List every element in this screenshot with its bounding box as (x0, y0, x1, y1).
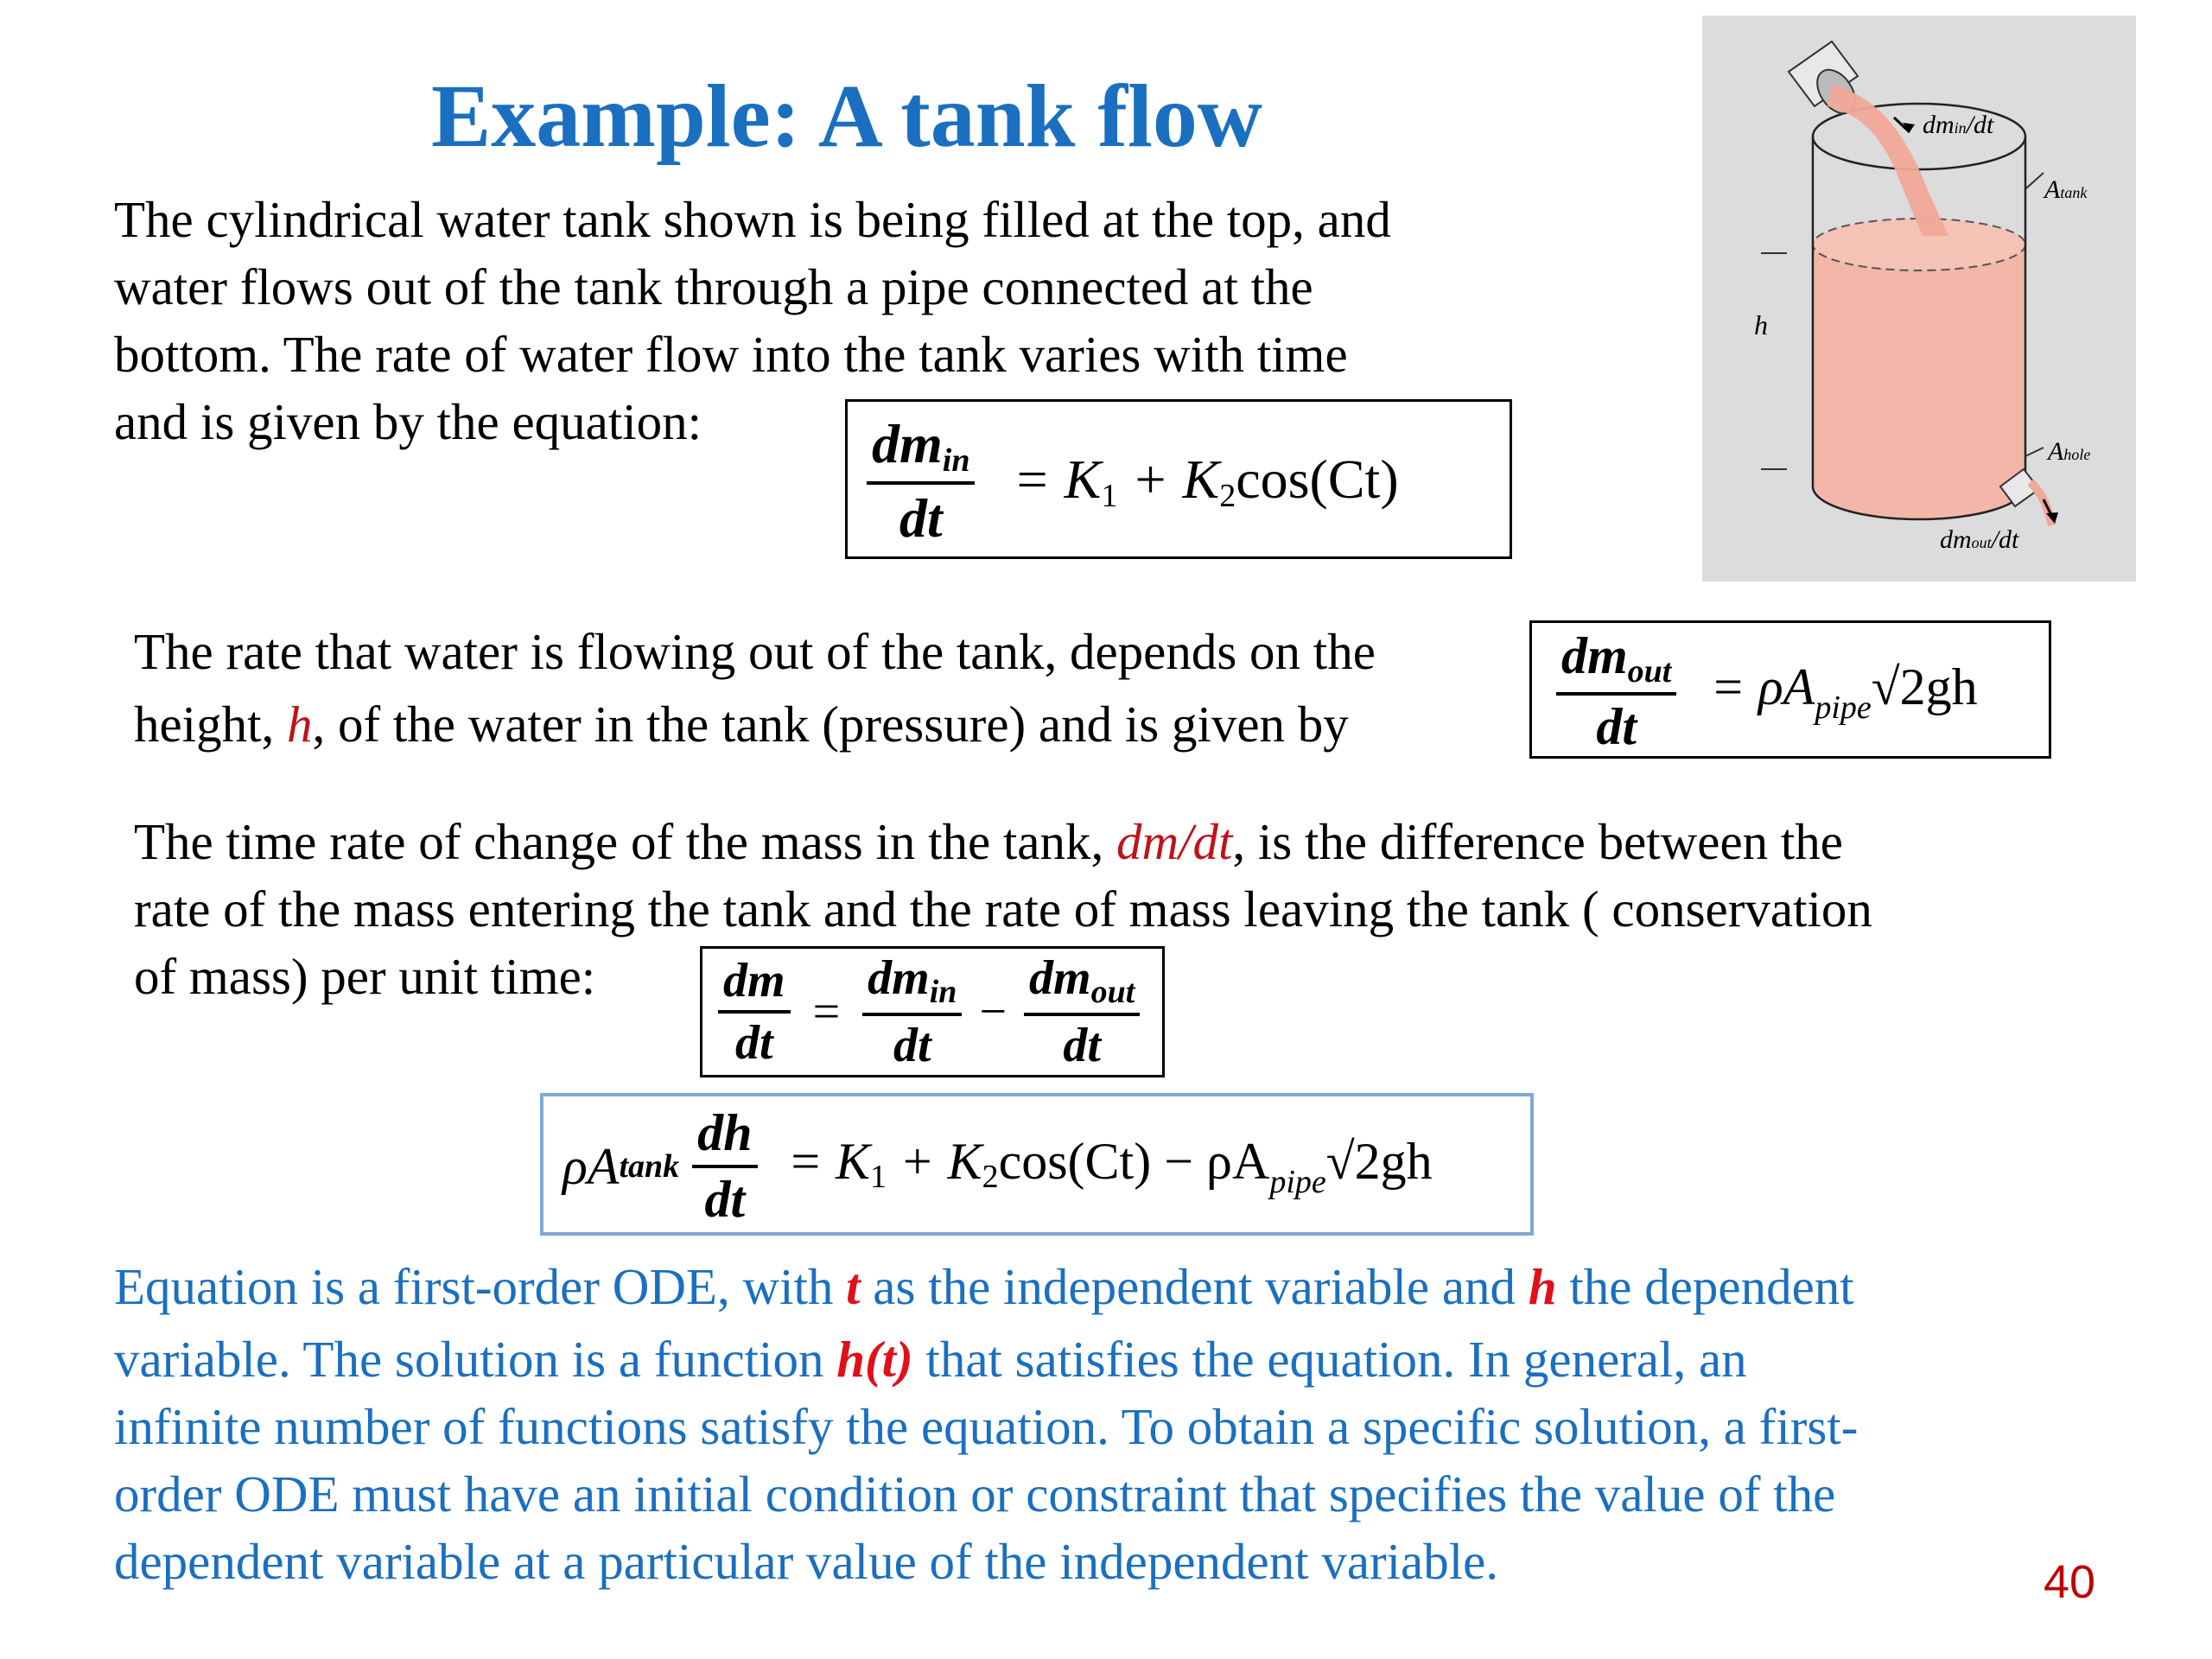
h-variable-bold: h (1528, 1258, 1557, 1315)
explanation-line: order ODE must have an initial condition or constraint that specifies the value of the (114, 1465, 1836, 1522)
inflow-label: dmin/dt (1923, 111, 1994, 139)
explanation-line: Equation is a first-order ODE, with t as the independent variable and h the dependent (114, 1258, 1854, 1315)
balance-equation-box (700, 946, 1165, 1077)
dh-dt-fraction: $\frac{dh}{dt}$ (692, 1103, 757, 1230)
intro-line: and is given by the equation: (114, 393, 702, 450)
height-label: h (1754, 309, 1768, 340)
mass-balance-line: of mass) per unit time: (134, 948, 596, 1005)
dm-in-fraction: $\frac{dm_{in}}{dt}$ (862, 950, 962, 1073)
ode-equation: ρAtank $\frac{dh}{dt}$ = $K_1 + K_2\cos(Ct) - \rho A_{pipe}√2gh$ (563, 1104, 1433, 1228)
outflow-equation (1556, 626, 1978, 757)
tank-area-label: Atank (2044, 175, 2088, 204)
page-number: 40 (2044, 1556, 2096, 1608)
hole-area-label: Ahole (2048, 437, 2091, 466)
tank-illustration (1702, 16, 2136, 582)
h-variable: h (286, 696, 313, 753)
tank-figure (1702, 16, 2136, 582)
balance-equation: $\frac{dm}{dt}$ = $\frac{dm_{in}}{dt}$ − $\frac{dm_{out}}{dt}$ (718, 950, 1140, 1073)
outflow-rhs: = $\rho A_{pipe}√2gh$ (1710, 658, 1978, 726)
inflow-equation (867, 412, 1399, 550)
inflow-fraction: $\frac{dm_{in}}{dt}$ (867, 412, 975, 550)
mass-balance-line: rate of the mass entering the tank and the rate of mass leaving the tank ( conservation (134, 880, 1872, 938)
h-of-t-function: h(t) (836, 1331, 913, 1388)
dm-dt-fraction: $\frac{dm}{dt}$ (718, 953, 791, 1071)
mass-balance-line: The time rate of change of the mass in the tank, dm/dt, is the difference between the (134, 813, 1843, 870)
explanation-line: infinite number of functions satisfy the equation. To obtain a specific solution, a first- (114, 1398, 1859, 1455)
intro-line: bottom. The rate of water flow into the tank varies with time (114, 326, 1348, 383)
intro-line: water flows out of the tank through a pipe connected at the (114, 258, 1313, 315)
outflow-equation-box (1529, 620, 2051, 759)
dm-out-fraction: $\frac{dm_{out}}{dt}$ (1024, 950, 1140, 1073)
t-variable: t (846, 1258, 861, 1315)
outflow-fraction: $\frac{dm_{out}}{dt}$ (1556, 626, 1676, 757)
ode-explanation-paragraph (114, 1253, 2067, 1595)
explanation-line: dependent variable at a particular value of the independent variable. (114, 1533, 1499, 1590)
inflow-rhs: = $K_1 + K_2\cos(Ct)$ (1013, 448, 1399, 514)
outflow-line: The rate that water is flowing out of the tank, depends on the (134, 623, 1376, 680)
slide-title: Example: A tank flow (430, 67, 1263, 166)
inflow-equation-box (845, 399, 1512, 559)
outflow-line: height, h, of the water in the tank (pressure) and is given by (134, 696, 1349, 753)
explanation-line: variable. The solution is a function h(t) that satisfies the equation. In general, an (114, 1331, 1747, 1388)
ode-equation-box (540, 1093, 1534, 1236)
dm-dt-variable: dm/dt (1116, 813, 1233, 870)
outflow-paragraph (134, 618, 1516, 758)
intro-line: The cylindrical water tank shown is being filled at the top, and (114, 191, 1391, 248)
outflow-label: dmout/dt (1940, 525, 2019, 554)
